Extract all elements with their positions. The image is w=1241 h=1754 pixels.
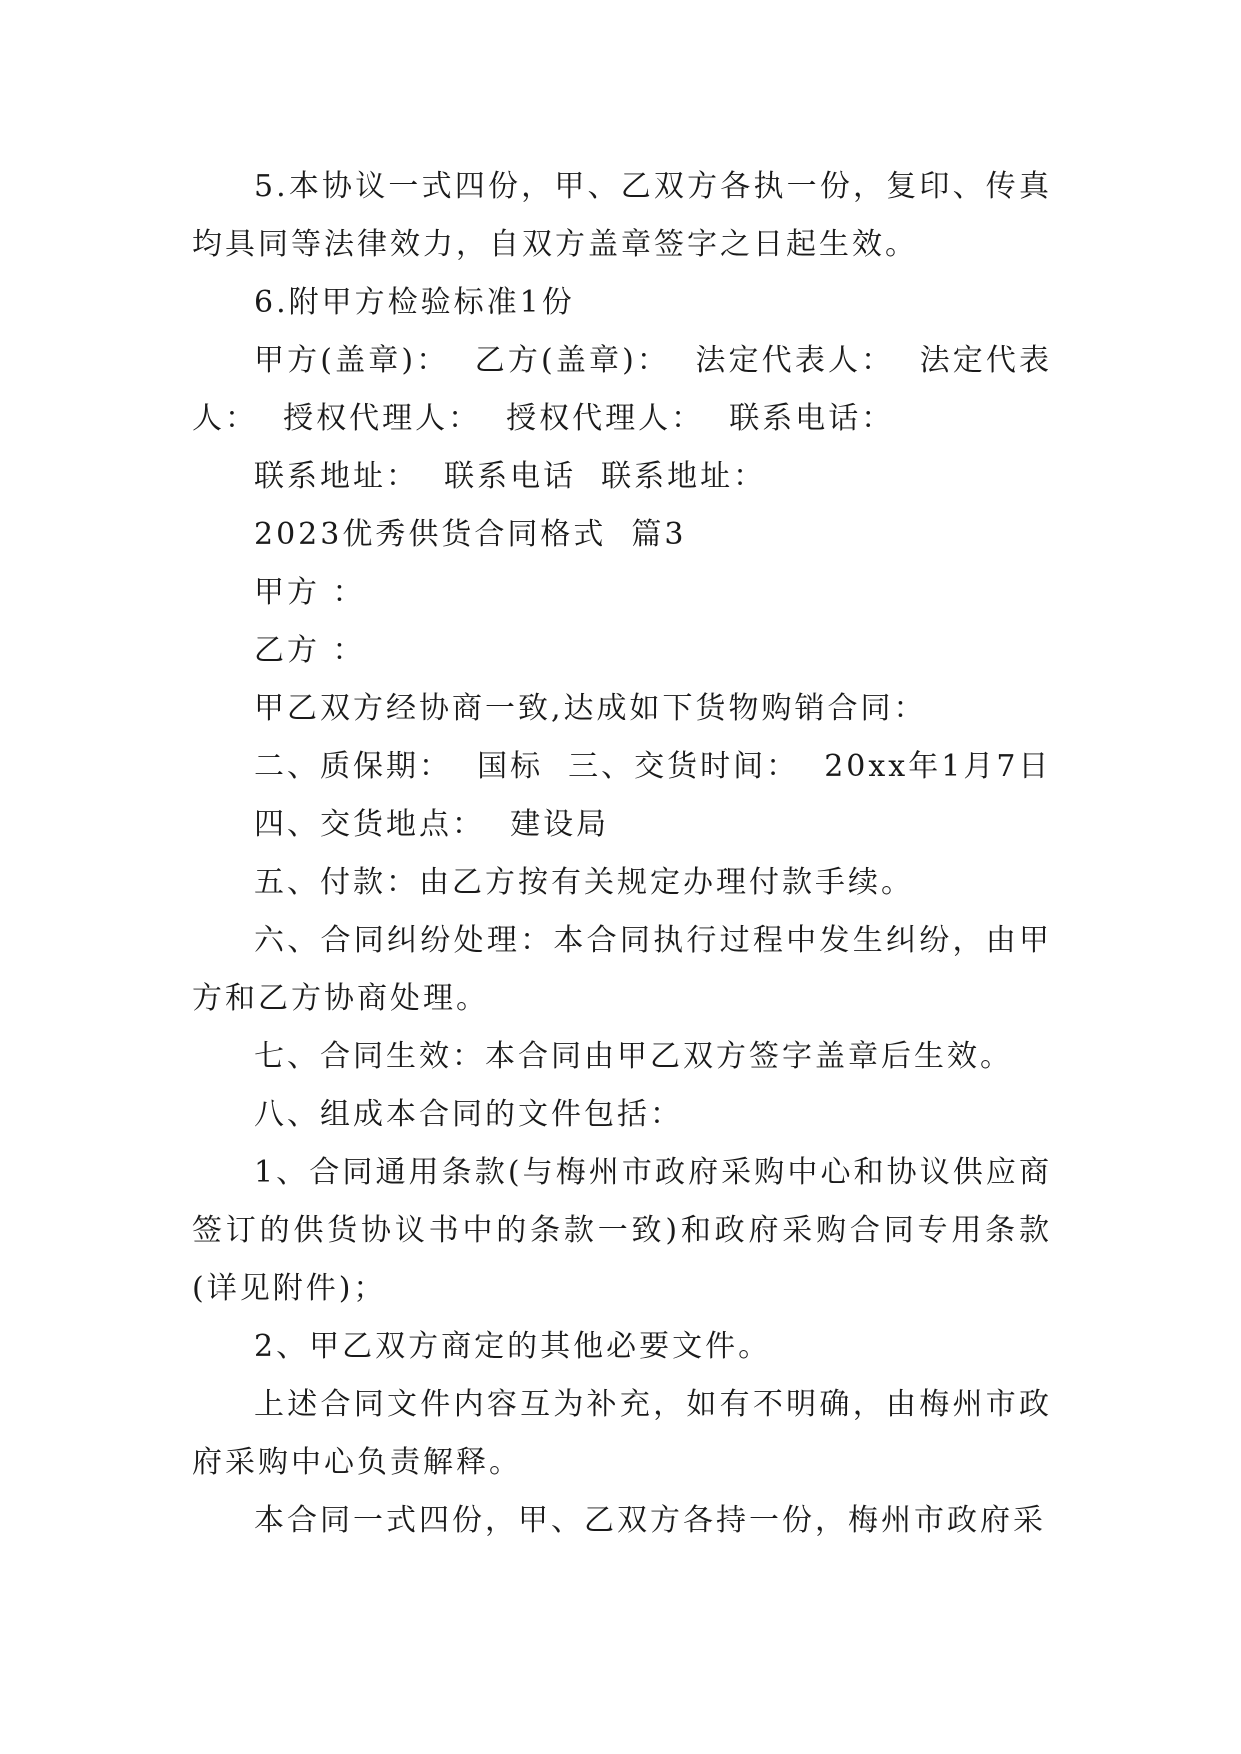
paragraph-payment: 五、付款：由乙方按有关规定办理付款手续。 [254,865,914,900]
paragraph-agreement-copies: 5.本协议一式四份，甲、乙双方各执一份，复印、传真均具同等法律效力，自双方盖章签字之日起生效。 [192,169,1052,262]
paragraph-attachment-standard: 6.附甲方检验标准1份 [254,285,575,320]
section-heading: 2023优秀供货合同格式 篇3 [254,517,687,552]
paragraph-documents-item-2: 2、甲乙双方商定的其他必要文件。 [254,1329,772,1364]
paragraph-contact-address: 联系地址： 联系电话 联系地址： [254,459,767,494]
paragraph-warranty-delivery-time: 二、质保期： 国标 三、交货时间： 20xx年1月7日 [254,749,1052,784]
paragraph-dispute: 六、合同纠纷处理：本合同执行过程中发生纠纷，由甲方和乙方协商处理。 [192,923,1052,1016]
paragraph-documents-heading: 八、组成本合同的文件包括： [254,1097,683,1132]
document-body [192,158,1052,1550]
paragraph-documents-item-1: 1、合同通用条款(与梅州市政府采购中心和协议供应商签订的供货协议书中的条款一致)和政府采购合同专用条款(详见附件)； [192,1155,1052,1306]
paragraph-copies: 本合同一式四份，甲、乙双方各持一份，梅州市政府采 [254,1503,1046,1538]
paragraph-interpretation: 上述合同文件内容互为补充，如有不明确，由梅州市政府采购中心负责解释。 [192,1387,1052,1480]
party-b-line: 乙方 ： [254,633,366,668]
party-a-line: 甲方 ： [254,575,366,610]
paragraph-effect: 七、合同生效：本合同由甲乙双方签字盖章后生效。 [254,1039,1013,1074]
paragraph-signatures: 甲方(盖章)： 乙方(盖章)： 法定代表人： 法定代表人： 授权代理人： 授权代理人： 联系电话： [192,343,1052,436]
paragraph-agreement-intro: 甲乙双方经协商一致,达成如下货物购销合同： [254,691,927,726]
paragraph-delivery-location: 四、交货地点： 建设局 [254,807,610,842]
